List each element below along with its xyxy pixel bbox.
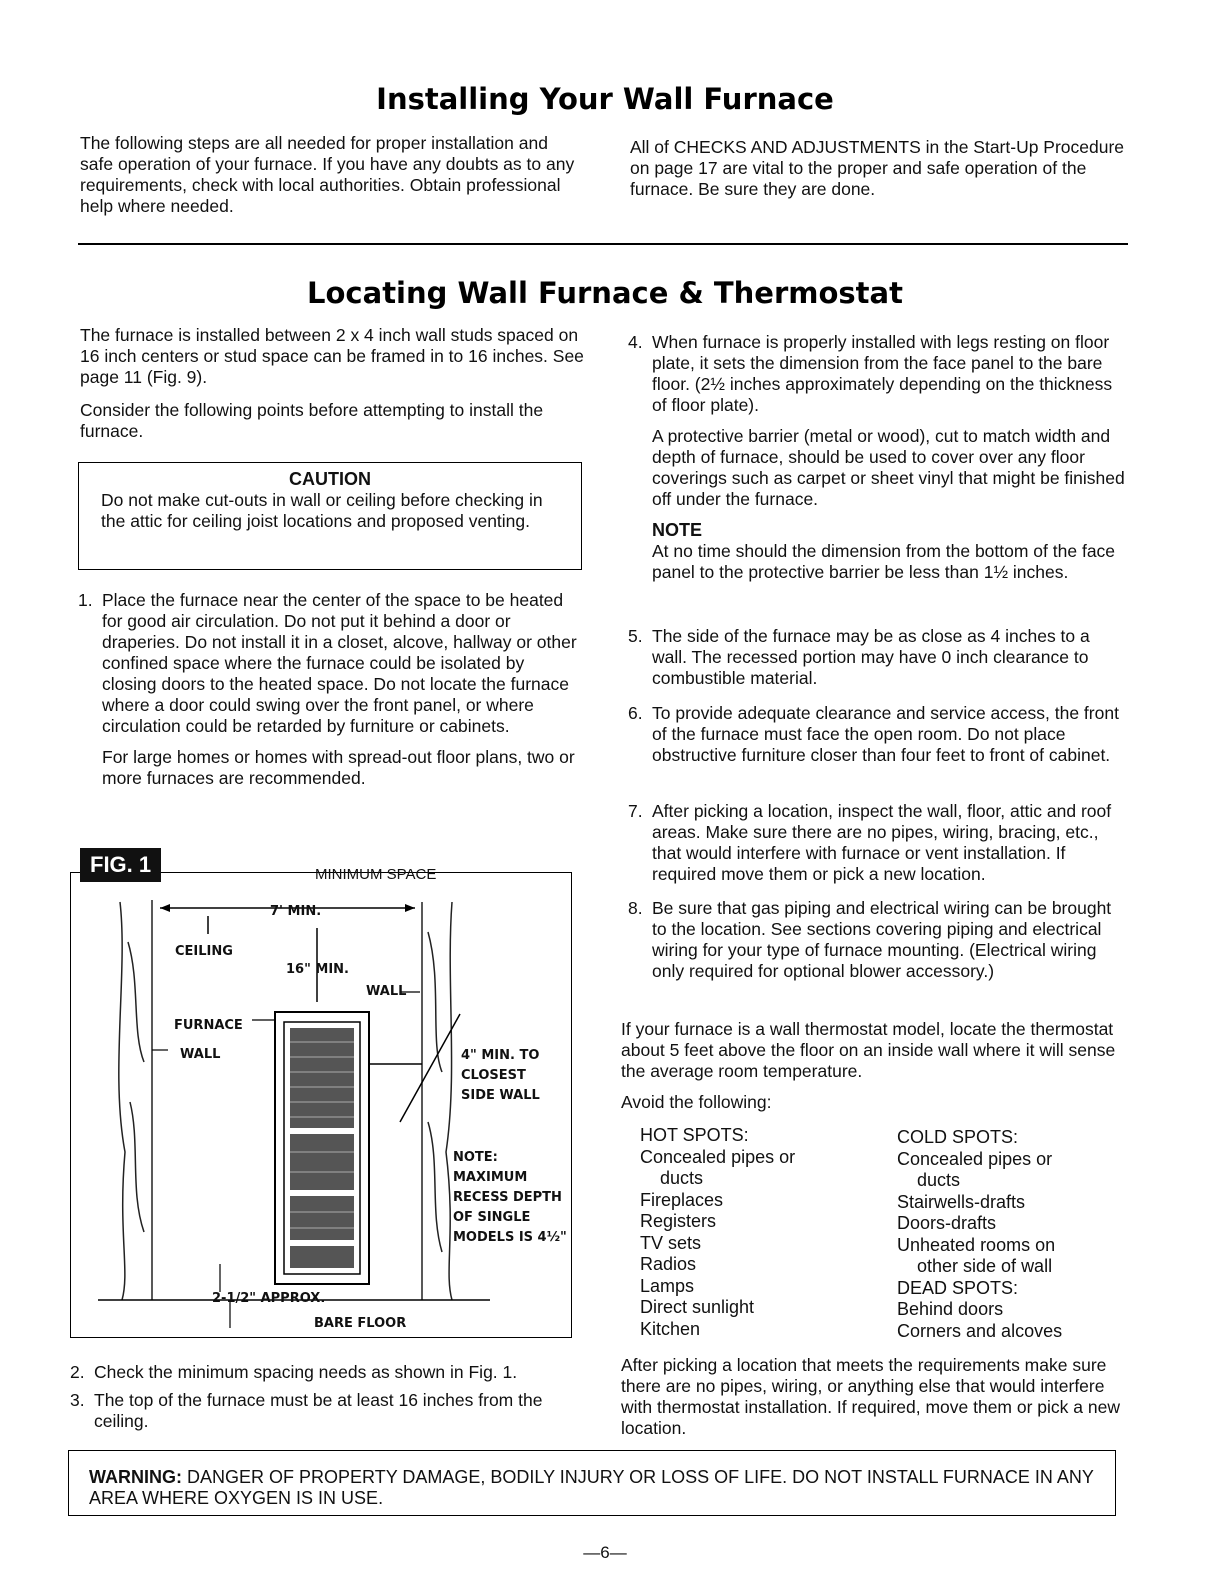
left-paragraph-1: The furnace is installed between 2 x 4 inch wall studs spaced on 16 inch centers or stud space can be framed in to 16 inches. See page 11 (Fig. 9). [80,325,584,387]
step-number: 8. [628,898,643,918]
arrow-left-icon [160,904,170,912]
list-item: Behind doors [897,1299,1004,1319]
list-item: TV sets [640,1232,702,1253]
step-text: The top of the furnace must be at least 16 inches from the ceiling. [94,1390,543,1431]
step-subtext: A protective barrier (metal or wood), cut to match width and depth of furnace, should be used to cover over any floor coverings such as carpet or sheet vinyl that might be finished off under the furnace. [652,426,1125,509]
list-item: Kitchen [640,1318,701,1339]
list-item: Unheated rooms on [897,1234,1056,1255]
step-number: 7. [628,801,643,821]
dead-spots-heading: DEAD SPOTS: [897,1277,1019,1298]
step-subtext: For large homes or homes with spread-out floor plans, two or more furnaces are recommended. [102,747,575,788]
label-16-min: 16" MIN. [286,962,349,977]
list-item: Registers [640,1211,717,1231]
step-number: 3. [70,1390,85,1410]
list-item: Stairwells-drafts [897,1191,1026,1212]
step-number: 6. [628,703,643,723]
step-text: Place the furnace near the center of the space to be heated for good air circulation. Do not put it behind a door or draperies. Do not install it in a closet, alcove, hallway or other confined space where the furnace could be isolated by closing doors to the heated space. Do not locate the furnace where a door could swing over the front panel, or where circulation could be retarded by furniture or cabinets. [102,590,577,736]
warning-text: DANGER OF PROPERTY DAMAGE, BODILY INJURY OR LOSS OF LIFE. DO NOT INSTALL FURNACE IN ANY AREA WHERE OXYGEN IS IN USE. [89,1467,1094,1508]
step-2 [70,1362,575,1383]
step-text: After picking a location, inspect the wall, floor, attic and roof areas. Make sure there are no pipes, wiring, bracing, etc., that would interfere with furnace or vent installation. If required move them or pick a new location. [652,801,1112,884]
page-title: Installing Your Wall Furnace [376,82,834,116]
warning-label: WARNING: [89,1467,182,1487]
avoid-heading: Avoid the following: [621,1092,772,1112]
label-bare-floor: BARE FLOOR [314,1316,407,1331]
list-item: Corners and alcoves [897,1320,1063,1341]
hot-spots-heading: HOT SPOTS: [640,1125,749,1145]
section-divider [78,243,1128,245]
list-item: Doors-drafts [897,1213,997,1233]
step-text: The side of the furnace may be as close as 4 inches to a wall. The recessed portion may have 0 inch clearance to combustible material. [652,626,1090,688]
step-1 [78,590,580,789]
step-6 [628,703,1128,766]
step-3 [70,1390,575,1432]
intro-left-paragraph: The following steps are all needed for proper installation and safe operation of your furnace. If you have any doubts as to any requirements, check with local authorities. Obtain professional help where needed. [80,133,575,216]
list-item: ducts [917,1170,961,1190]
warning-box [68,1450,1116,1516]
list-item: Concealed pipes or [897,1148,1053,1169]
cold-spots-heading: COLD SPOTS: [897,1127,1019,1147]
step-text: Check the minimum spacing needs as shown in Fig. 1. [94,1362,518,1382]
label-wall-left: WALL [180,1047,221,1062]
cold-spots-list [897,1127,1062,1342]
caution-box [78,462,582,570]
caution-text: Do not make cut-outs in wall or ceiling before checking in the attic for ceiling joist locations and proposed venting. [101,490,543,531]
note-text: At no time should the dimension from the bottom of the face panel to the protective barrier be less than 1½ inches. [652,541,1116,582]
recess-note-label [453,1148,567,1248]
side-wall-label [461,1046,540,1106]
right-stud [422,902,452,1300]
note-title: NOTE [652,520,703,540]
caution-title: CAUTION [289,469,371,489]
list-item: Direct sunlight [640,1297,755,1317]
step-number: 1. [78,590,93,610]
side-wall-line-2: CLOSEST [461,1068,526,1083]
label-approx: 2-1/2" APPROX. [212,1291,326,1306]
thermostat-paragraph: If your furnace is a wall thermostat model, locate the thermostat about 5 feet above the floor on an inside wall where it will sense the average room temperature. [621,1019,1116,1081]
list-item: Fireplaces [640,1189,724,1210]
left-paragraph-2: Consider the following points before attempting to install the furnace. [80,400,544,441]
hot-spots-list [640,1125,795,1340]
step-number: 4. [628,332,643,352]
arrow-right-icon [405,904,415,912]
step-4 [628,332,1128,583]
recess-note-line-4: OF SINGLE [453,1210,531,1225]
step-text: To provide adequate clearance and service access, the front of the furnace must face the open room. Do not place obstructive furniture closer than four feet to front of cabinet. [652,703,1119,765]
section-title: Locating Wall Furnace & Thermostat [307,276,903,310]
recess-note-line-2: MAXIMUM [453,1170,528,1185]
figure-caption: MINIMUM SPACE [315,866,437,883]
step-number: 2. [70,1362,85,1382]
intro-right-paragraph: All of CHECKS AND ADJUSTMENTS in the Start-Up Procedure on page 17 are vital to the proper and safe operation of the furnace. Be sure they are done. [630,137,1125,199]
side-wall-line-3: SIDE WALL [461,1088,540,1103]
label-wall-top: WALL [366,984,407,999]
recess-note-line-5: MODELS IS 4½" [453,1230,567,1245]
page-number: —6— [583,1543,627,1562]
label-furnace: FURNACE [174,1018,243,1033]
step-8 [628,898,1128,982]
step-text: Be sure that gas piping and electrical wiring can be brought to the location. See sections covering piping and electrical wiring for your type of furnace mounting. (Electrical wiring only required for optional blower accessory.) [652,898,1112,981]
label-ceiling: CEILING [175,944,233,959]
list-item: Lamps [640,1275,695,1296]
side-wall-line-1: 4" MIN. TO [461,1048,540,1063]
left-stud [119,900,152,1300]
list-item: other side of wall [917,1256,1053,1276]
list-item: Radios [640,1254,697,1274]
recess-note-line-1: NOTE: [453,1150,498,1165]
furnace-grille [290,1028,354,1268]
list-item: ducts [660,1168,704,1188]
step-number: 5. [628,626,643,646]
figure-tag: FIG. 1 [80,848,161,882]
step-text: When furnace is properly installed with legs resting on floor plate, it sets the dimension from the face panel to the bare floor. (2½ inches approximately depending on the thickness of floor plate). [652,332,1113,415]
list-item: Concealed pipes or [640,1146,796,1167]
step-7 [628,801,1128,885]
after-paragraph: After picking a location that meets the requirements make sure there are no pipes, wiring, or anything else that would interfere with thermostat installation. If required, move them or pick a new location. [621,1355,1120,1438]
label-7-min: 7' MIN. [270,904,322,919]
recess-note-line-3: RECESS DEPTH [453,1190,562,1205]
step-5 [628,626,1128,689]
